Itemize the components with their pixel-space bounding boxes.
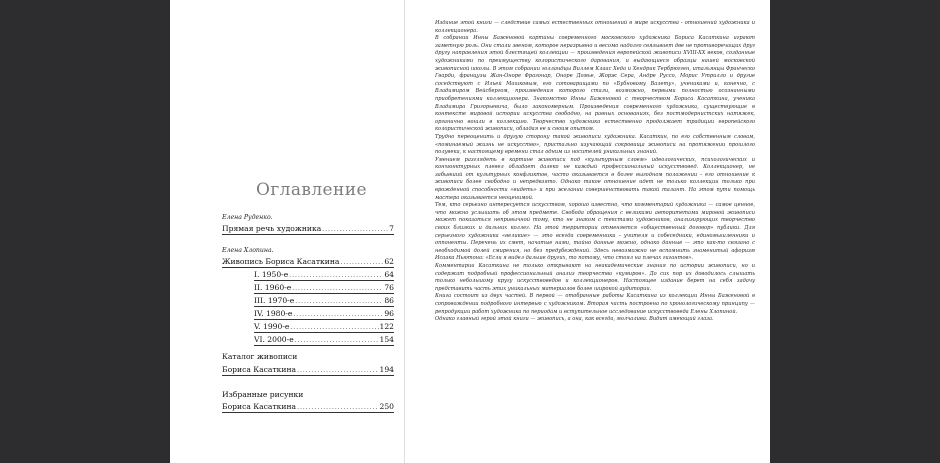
toc-sub-label: V. 1990-е	[254, 322, 290, 331]
toc-sub-page: 64	[384, 270, 394, 279]
toc-sub-entry[interactable]	[254, 334, 394, 344]
leader-dots	[289, 272, 383, 279]
divider	[222, 412, 394, 413]
toc-entry-label: Живопись Бориса Касаткина	[222, 257, 340, 266]
toc-sub-entry[interactable]	[254, 308, 394, 318]
toc-sub-entry[interactable]	[254, 282, 394, 292]
divider	[254, 345, 394, 346]
toc-drawings-line1: Избранные рисунки	[222, 390, 304, 399]
toc-sub-page: 76	[384, 283, 394, 292]
toc-entry-catalog[interactable]	[222, 364, 394, 374]
divider	[254, 293, 394, 294]
toc-sub-page: 86	[384, 296, 394, 305]
paragraph: Умением разглядеть в картине живописи под «культурным слоем» идеологических, психологических и конъюнктурных плевел обладает далеко не каждый профессиональный искусствовед. Коллекционер, не забывший от культурных конфликтов, часто оказывается в более выгодном положении - его отношение к живописи более свободно и непредвзято. Однако такое отношение идет не только коллекции только при врожденной способности «видеть» и при желании совершенствовать такой талант. На этом пути помощь мастера оказывается неоценимой.	[435, 156, 755, 201]
paragraph: Однако главный герой этой книги — живопись, а она, как всегда, молчалива. Видит имеющий глаза.	[435, 316, 714, 323]
toc-sub-label: II. 1960-е	[254, 283, 292, 292]
toc-entry-page: 194	[379, 365, 394, 374]
leader-dots	[295, 337, 379, 344]
divider	[254, 332, 394, 333]
foreword-text	[435, 20, 755, 324]
divider	[254, 319, 394, 320]
author-khlopina: Елена Хлопина.	[222, 247, 274, 254]
divider	[254, 306, 394, 307]
divider	[254, 280, 394, 281]
toc-entry-label: Бориса Касаткина	[222, 402, 297, 411]
toc-sub-entry[interactable]	[254, 321, 394, 331]
toc-sub-label: VI. 2000-е	[254, 335, 294, 344]
divider	[222, 267, 394, 268]
paragraph: Издание этой книги — следствие самых естественных отношений в мире искусства - отношений художника и коллекционера.	[435, 20, 755, 34]
toc-sub-page: 96	[384, 309, 394, 318]
paragraph: Комментарии Касаткина не только открывают на неакадемические знания по истории живописи, но и содержат подробный профессиональный анализ творчества «кумиров». До сих пор их доводилось слышать только небольшому кругу искусствоведов и коллекционеров. Настоящее издание берет на себя задачу представить часть этих уникальных материалов более широкой аудитории.	[435, 263, 755, 292]
toc-entry-label: Прямая речь художника	[222, 224, 322, 233]
toc-title: Оглавление	[256, 180, 367, 200]
paragraph: Тем, кто серьезно интересуется искусством, хорошо известно, что комментарий художника — самое ценное, что можно услышать об этом предмете. Свобода обращения с великими авторитетами мировой живописи может показаться непривычной тому, кто не знаком с текстами художников, анализирующих творчество своих близких и дальних коллег. На этой территории отменяется «общественный договор» публики. Для серьезного художника «великие» — это всегда современники - учителя и собеседники, единомышленники и оппоненты. Перечень их смет, начатые нами, тайно данные можно, однако данные — это как-то связано с необходимой долей смирения, но без предубеждений. Здесь невозможно не вспомнить знаменитый афоризм Исаака Ньютона: «Если я видел дальше других, то потому, что стоял на плечах гигантов».	[435, 202, 755, 262]
right-page	[405, 0, 770, 463]
toc-sub-entry[interactable]	[254, 269, 394, 279]
divider	[222, 375, 394, 376]
toc-entry-page: 250	[379, 402, 394, 411]
toc-sub-entry[interactable]	[254, 295, 394, 305]
divider	[222, 234, 394, 235]
author-rudenko: Елена Руденко.	[222, 214, 273, 221]
toc-entry-drawings[interactable]	[222, 401, 394, 411]
toc-sub-page: 122	[379, 322, 394, 331]
toc-sub-label: I. 1950-е	[254, 270, 289, 279]
leader-dots	[340, 259, 383, 266]
toc-sub-label: III. 1970-е	[254, 296, 295, 305]
toc-entry-page: 7	[389, 224, 394, 233]
leader-dots	[297, 404, 378, 411]
leader-dots	[290, 324, 378, 331]
toc-entry-painting[interactable]	[222, 256, 394, 266]
paragraph: Трудно переоценить и другую сторону такой живописи художника. Касаткин, по его собственным словам, «поминаемый жизнь не искусство», пристально изучающий сокровища живописи на протяжении прошлого полувека, к настоящему времени стал одним из носителей уникальных знаний.	[435, 133, 755, 156]
toc-sub-label: IV. 1980-е	[254, 309, 293, 318]
leader-dots	[322, 226, 388, 233]
toc-sub-page: 154	[379, 335, 394, 344]
toc-entry-page: 62	[384, 257, 394, 266]
paragraph: В собрании Инны Баженовой картины современного московского художника Бориса Касаткина играют заметную роль. Они стали звеном, которое неразрывно и весомо надолго связывает две не противоречащих друг другу направления этой блестящей коллекции — произведения европейской живописи XVIII-XX веков, созданные художниками по преимуществу колористического дарования, и выдающиеся образцы нашей московской живописной школы. В этом собрании голландцы Виллем Клаас Хеда и Хендрик Тербрюгген, итальянцы Франческо Гварди, французы Жан-Оноре Фрагонар, Оноре Домье, Жорж Сера, Андре Руссо, Морис Утрилло и другие соседствуют с Ильей Машковым, его сотоварищами по «Бубновому Валету», учениками и, конечно, с Владимиром Вейсбергом, произведения которого стали, возможно, первыми полностью осознанными приобретениями коллекционера. Знакомство Инны Баженовой с творчеством Бориса Касаткина, ученика Владимира Григорьевича, было закономерным. Произведения современного художника, существующие в контексте мировой истории искусства свободно, на равных основаниях, без постмодернистских натяжек, органично вошли в коллекцию. Творчество художника естественно продолжает традиции европейского колористической живописи, обладая ее и своим опытом.	[435, 35, 755, 133]
left-page	[170, 0, 405, 463]
leader-dots	[292, 285, 383, 292]
toc-entry-direct-speech[interactable]	[222, 223, 394, 233]
leader-dots	[295, 298, 383, 305]
leader-dots	[293, 311, 383, 318]
toc-entry-label: Бориса Касаткина	[222, 365, 297, 374]
toc-catalog-line1: Каталог живописи	[222, 352, 298, 361]
leader-dots	[297, 367, 378, 374]
paragraph: Книга состоит из двух частей. В первой — отобранные работы Касаткина из коллекции Инны Баженовой в сопровождении подробного интервью с художником. Вторая часть построена по хронологическому принципу — репродукции работ художника по периодам и вступительное исследование искусствоведа Елены Хлопиной.	[435, 293, 755, 315]
